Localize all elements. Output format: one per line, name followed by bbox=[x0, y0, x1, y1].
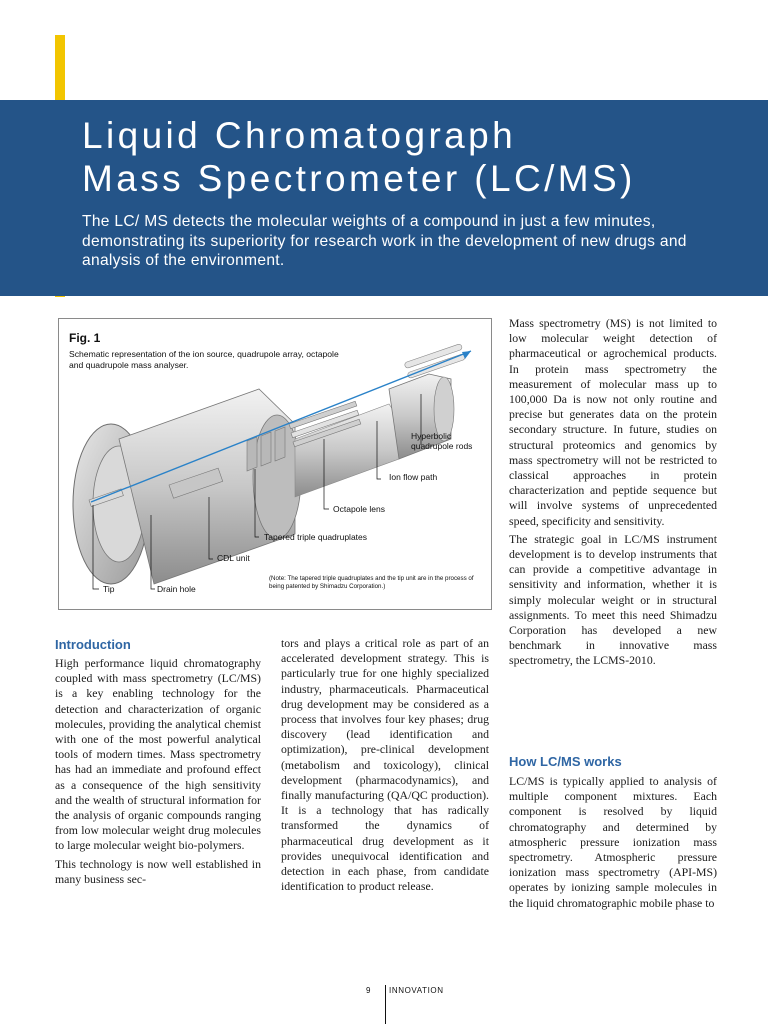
heading-introduction: Introduction bbox=[55, 637, 131, 652]
page-subtitle: The LC/ MS detects the molecular weights of a compound in just a few minutes, demonstrating its superiority for research work in the development of new drugs and analysis of the environment. bbox=[82, 213, 687, 269]
text-column-3 bbox=[509, 316, 717, 672]
callout-cdl-unit: CDL unit bbox=[217, 553, 250, 563]
title-line-1: Liquid Chromatograph bbox=[82, 115, 517, 156]
callout-hyperbolic-line2: quadrupole rods bbox=[411, 441, 473, 451]
page-title bbox=[82, 114, 742, 200]
page-footer bbox=[0, 985, 768, 1024]
callout-tip: Tip bbox=[103, 584, 115, 594]
paragraph: LC/MS is typically applied to analysis of multiple component mixtures. Each component is resolved by liquid chromatography and determined by atmospheric pressure ionization mass spectrometry. Atmospheric pressure ionization mass spectrometry (API-MS) operates by ionizing sample molecules in the liquid chromatographic mobile phase to bbox=[509, 774, 717, 910]
callout-hyperbolic-line1: Hyperbolic bbox=[411, 431, 452, 441]
callout-drain-hole: Drain hole bbox=[157, 584, 196, 594]
callout-hyperbolic bbox=[411, 431, 472, 451]
heading-how-lcms-works: How LC/MS works bbox=[509, 754, 622, 769]
callout-octapole-lens: Octapole lens bbox=[333, 504, 385, 514]
text-column-2 bbox=[281, 636, 489, 897]
paragraph: The strategic goal in LC/MS instrument development is to develop instruments that can provide a competitive advantage in sensitivity and information, whether it is simply molecular weight or in structural assignments. To meet this need Shimadzu Corporation has developed a new benchmark in innovative mass spectrometry, the LCMS-2010. bbox=[509, 531, 717, 668]
callout-tapered-triple: Tapered triple quadruplates bbox=[264, 532, 368, 542]
callout-ion-flow-path: Ion flow path bbox=[389, 472, 438, 482]
paragraph: Mass spectrometry (MS) is not limited to low molecular weight detection of pharmaceutical or agrochemical products. In protein mass spectrometry the measurement of molecular mass up to 100,000 Da is now not only routine and precise but generates data on the protein secondary structure. In future, studies on structural proteomics and genomics by mass spectrometry will not be restricted to classical approaches in protein characterization and peptide sequence but will involve systems of unprecedented speed, specificity and sensitivity. bbox=[509, 316, 717, 528]
paragraph: High performance liquid chromatography coupled with mass spectrometry (LC/MS) is a key enabling technology for the detection and characterization of organic molecules, providing the analytical chemist with one of the most powerful analytical tools of modern times. Mass spectrometry has had an immediate and profound effect as a consequence of the high sensitivity and the wealth of structural information for the analysis of organic compounds ranging from low molecular weight drug molecules to large molecular weight bio-polymers. bbox=[55, 656, 261, 853]
figure-1 bbox=[58, 318, 492, 610]
text-column-1 bbox=[55, 656, 261, 890]
title-line-2: Mass Spectrometer (LC/MS) bbox=[82, 158, 636, 199]
text-column-3-continued bbox=[509, 774, 717, 914]
figure-label: Fig. 1 bbox=[69, 331, 101, 345]
page-number: 9 bbox=[366, 986, 371, 995]
publication-name: INNOVATION bbox=[389, 986, 444, 995]
paragraph: This technology is now well established in many business sec- bbox=[55, 856, 261, 886]
figure-caption: Schematic representation of the ion source, quadrupole array, octapole and quadrupole mass analyser. bbox=[69, 349, 339, 370]
footer-divider bbox=[385, 985, 386, 1024]
paragraph: tors and plays a critical role as part of an accelerated development strategy. This is particularly true for one highly specialized industry, pharmaceuticals. Pharmaceutical drug development may be considered as a process that involves four key phases; drug discovery (lead identification and optimization), pre-clinical development (metabolism and toxicology), clinical development (pharmacodynamics), and finally manufacturing (QA/QC production). It is a technology that has radically transformed the dynamics of pharmaceutical drug development as it provides unequivocal identification and detection in each phase, from candidate identification to product release. bbox=[281, 636, 489, 894]
figure-note: (Note: The tapered triple quadruplates and the tip unit are in the process of being patented by Shimadzu Corporation.) bbox=[269, 575, 474, 590]
